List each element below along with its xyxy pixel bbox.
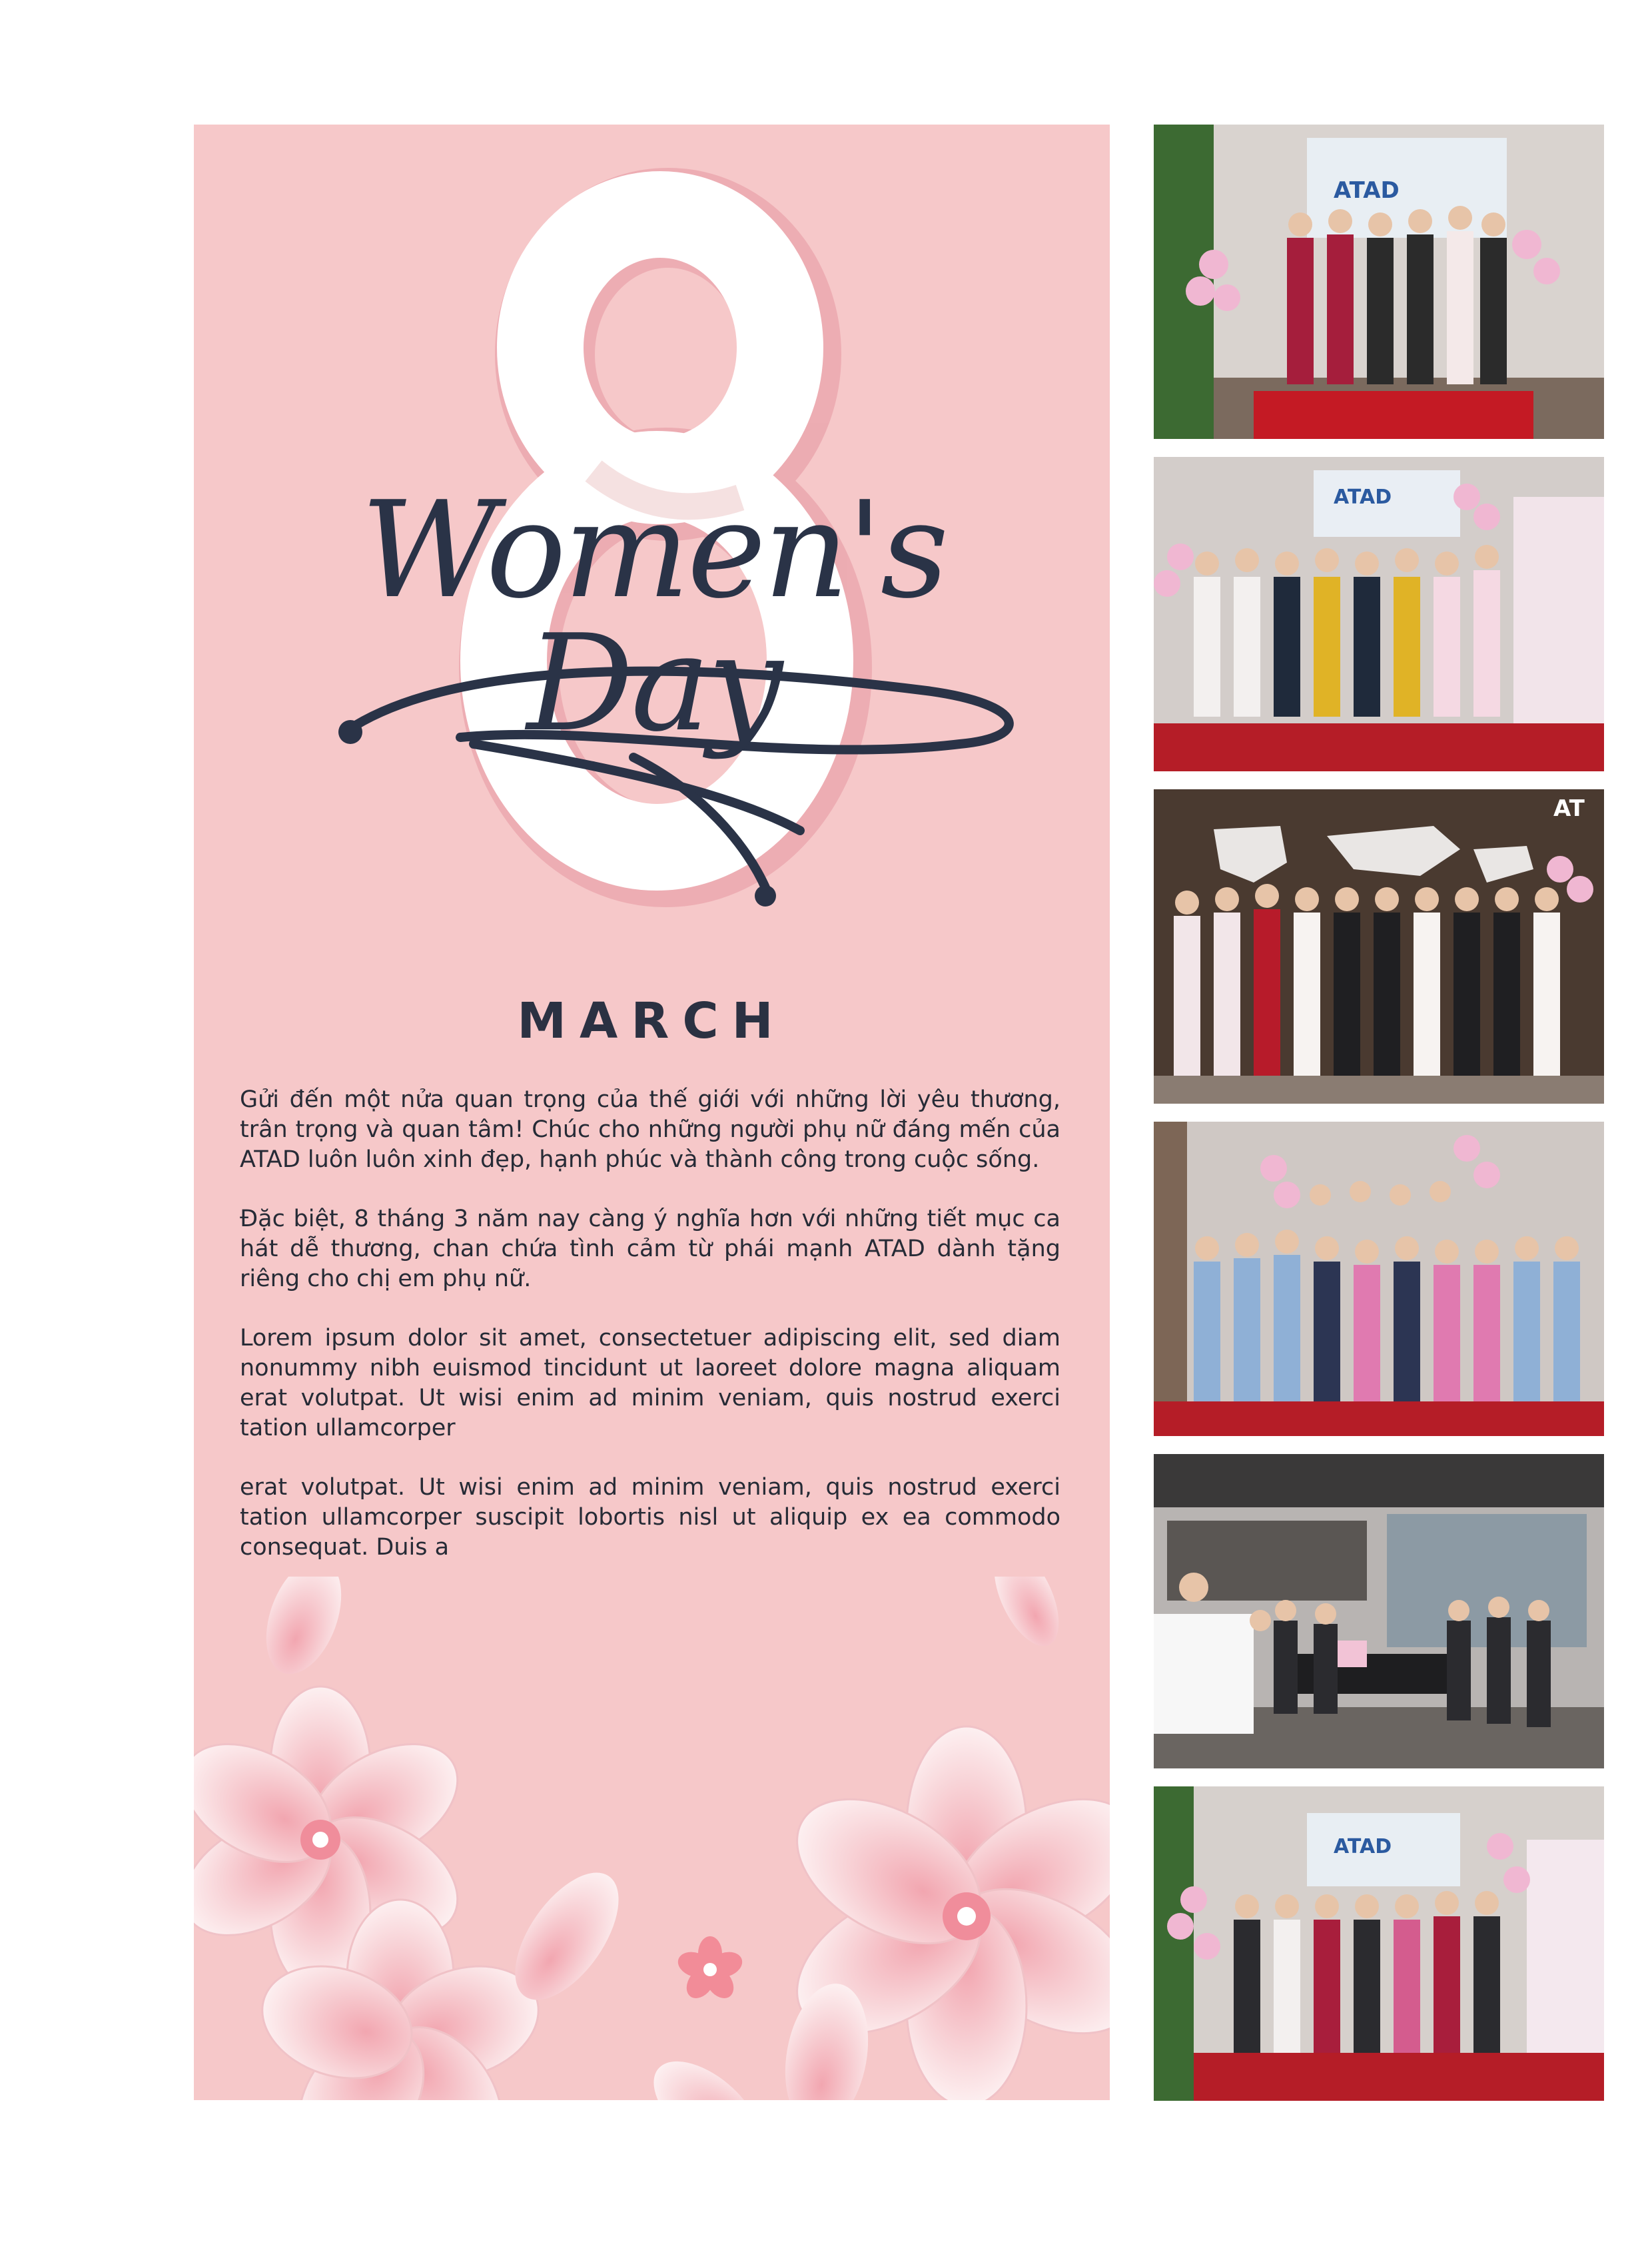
paragraph-3: Lorem ipsum dolor sit amet, consectetuer adipiscing elit, sed diam nonummy nibh euismod tincidunt ut laoreet dolore magna aliquam erat volutpat. Ut wisi enim ad minim veniam, quis nostrud exerci tation ullamcorper <box>240 1325 1060 1441</box>
sign-text: AT <box>1553 795 1585 822</box>
event-photo-2 <box>1154 457 1604 771</box>
paragraph-4: erat volutpat. Ut wisi enim ad minim veniam, quis nostrud exerci tation ullamcorper suscipit lobortis nisl ut aliquip ex ea commodo consequat. Duis a <box>240 1474 1060 1561</box>
sign-text: ATAD <box>1334 1835 1392 1858</box>
womens-day-title: Women's Day <box>360 473 947 761</box>
event-photo-6 <box>1154 1786 1604 2101</box>
paragraph-2: Đặc biệt, 8 tháng 3 năm nay càng ý nghĩa hơn với những tiết mục ca hát dễ thương, chan chứa tình cảm từ phái mạnh ATAD dành tặng riêng cho chị em phụ nữ. <box>240 1206 1060 1292</box>
march-subtitle: MARCH <box>517 992 787 1050</box>
event-photo-1 <box>1154 125 1604 439</box>
event-photo-5 <box>1154 1454 1604 1768</box>
paragraph-1: Gửi đến một nửa quan trọng của thế giới với những lời yêu thương, trân trọng và quan tâm! Chúc cho những người phụ nữ đáng mến của ATAD luôn luôn xinh đẹp, hạnh phúc và thành công trong cuộc sống. <box>240 1086 1060 1173</box>
event-photo-4 <box>1154 1122 1604 1436</box>
sign-text: ATAD <box>1334 177 1400 204</box>
poster-panel <box>194 125 1110 2100</box>
event-photo-3 <box>1154 789 1604 1104</box>
body-text <box>240 1085 1060 1592</box>
flower-decoration <box>194 1577 1110 2100</box>
sign-text: ATAD <box>1334 486 1392 509</box>
